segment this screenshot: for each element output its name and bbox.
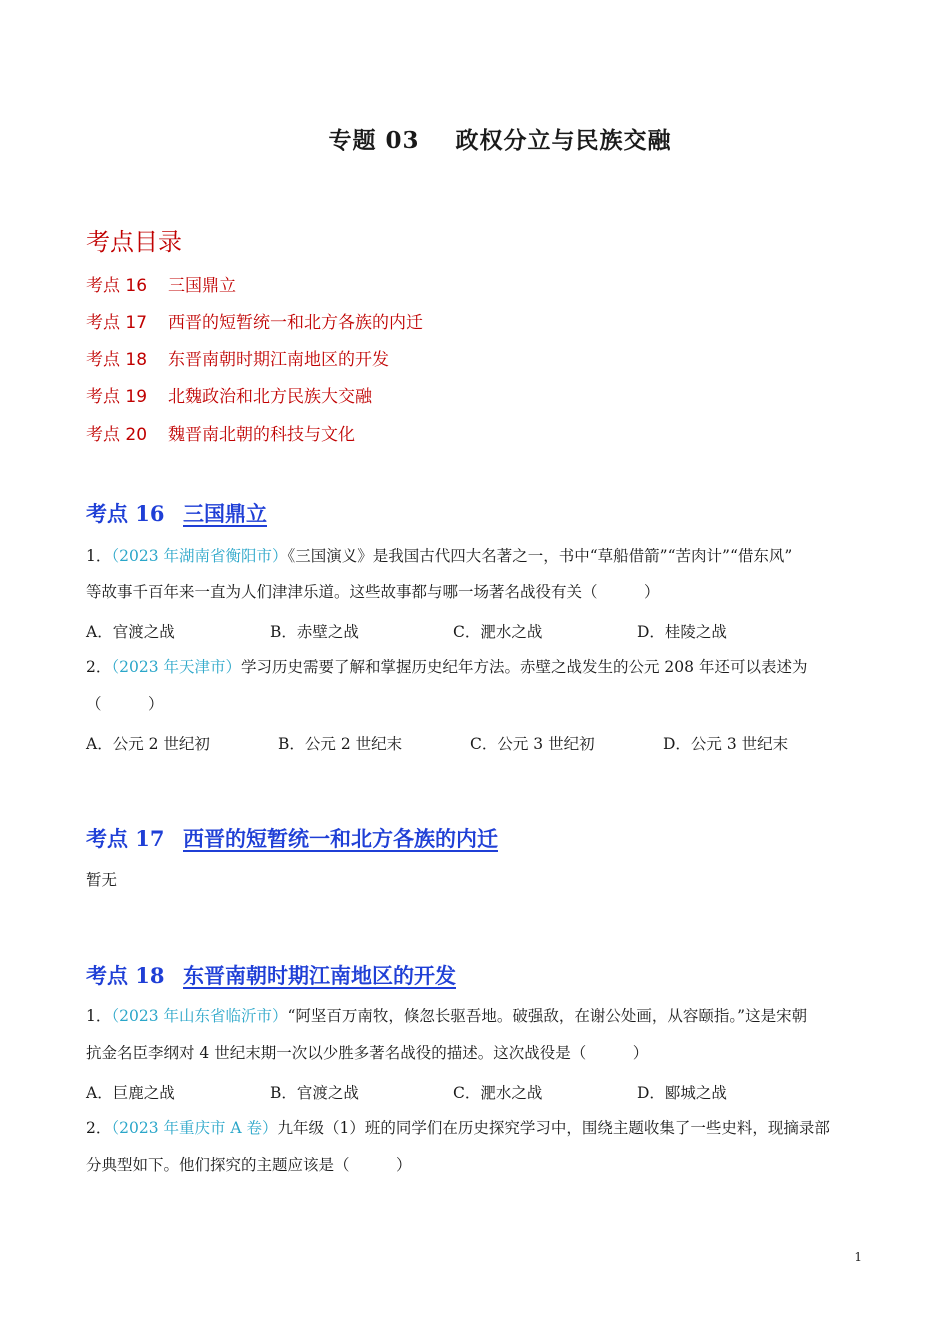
section-title: 东晋南朝时期江南地区的开发 bbox=[183, 963, 456, 988]
none-placeholder: 暂无 bbox=[86, 871, 118, 889]
toc-item[interactable] bbox=[86, 308, 423, 333]
toc-item-text: 北魏政治和北方民族大交融 bbox=[168, 387, 372, 407]
option-a: A．巨鹿之战 bbox=[86, 1084, 175, 1102]
toc-item-text: 三国鼎立 bbox=[168, 276, 236, 296]
question-source: （2023 年重庆市 A 卷） bbox=[111, 1119, 278, 1137]
toc-item-number: 考点 19 bbox=[86, 387, 148, 407]
page-title bbox=[0, 122, 950, 155]
question-number: 2． bbox=[86, 658, 112, 676]
section-title: 三国鼎立 bbox=[183, 501, 267, 526]
question-line bbox=[86, 546, 886, 566]
toc-item-number: 考点 16 bbox=[86, 276, 148, 296]
option-c: C．淝水之战 bbox=[453, 1084, 543, 1102]
question-text: 分典型如下。他们探究的主题应该是（ ） bbox=[86, 1156, 412, 1174]
option-c: C．淝水之战 bbox=[453, 623, 543, 641]
option-d: D．桂陵之战 bbox=[637, 623, 727, 641]
toc-item[interactable] bbox=[86, 271, 236, 296]
option-a: A．官渡之战 bbox=[86, 623, 175, 641]
option-b: B．官渡之战 bbox=[270, 1084, 359, 1102]
question-text: 等故事千百年来一直为人们津津乐道。这些故事都与哪一场著名战役有关（ ） bbox=[86, 583, 660, 601]
question-number: 2． bbox=[86, 1119, 112, 1137]
section-heading-18 bbox=[86, 960, 456, 990]
toc-item-text: 西晋的短暂统一和北方各族的内迁 bbox=[168, 313, 423, 333]
toc-item-text: 东晋南朝时期江南地区的开发 bbox=[168, 350, 389, 370]
option-c: C．公元 3 世纪初 bbox=[470, 735, 595, 753]
question-number: 1． bbox=[86, 547, 112, 565]
option-a: A．公元 2 世纪初 bbox=[86, 735, 210, 753]
toc-item-number: 考点 17 bbox=[86, 313, 148, 333]
question-text: 《三国演义》是我国古代四大名著之一，书中“草船借箭”“苦肉计”“借东风” bbox=[287, 547, 793, 565]
section-title: 西晋的短暂统一和北方各族的内迁 bbox=[183, 826, 498, 851]
section-number: 考点 17 bbox=[86, 826, 165, 851]
question-source: （2023 年天津市） bbox=[111, 658, 241, 676]
question-line bbox=[86, 1118, 886, 1138]
title-topic-name: 政权分立与民族交融 bbox=[455, 127, 672, 154]
toc-item[interactable] bbox=[86, 345, 389, 370]
question-source: （2023 年湖南省衡阳市） bbox=[111, 547, 288, 565]
option-d: D．郾城之战 bbox=[637, 1084, 727, 1102]
section-number: 考点 18 bbox=[86, 963, 165, 988]
question-text: 学习历史需要了解和掌握历史纪年方法。赤壁之战发生的公元 208 年还可以表述为 bbox=[241, 658, 808, 676]
question-source: （2023 年山东省临沂市） bbox=[111, 1007, 288, 1025]
section-number: 考点 16 bbox=[86, 501, 165, 526]
section-heading-17 bbox=[86, 823, 498, 853]
toc-heading: 考点目录 bbox=[86, 228, 182, 256]
option-b: B．赤壁之战 bbox=[270, 623, 359, 641]
title-topic-number: 专题 03 bbox=[328, 127, 420, 154]
question-line bbox=[86, 657, 886, 677]
question-number: 1． bbox=[86, 1007, 112, 1025]
option-d: D．公元 3 世纪末 bbox=[663, 735, 789, 753]
question-text: 九年级（1）班的同学们在历史探究学习中，围绕主题收集了一些史料，现摘录部 bbox=[277, 1119, 830, 1137]
question-text: “阿坚百万南牧，倏忽长驱吾地。破强敌，在谢公处画，从容颐指。”这是宋朝 bbox=[287, 1007, 808, 1025]
toc-item[interactable] bbox=[86, 382, 372, 407]
page-number: 1 bbox=[854, 1250, 862, 1264]
section-heading-16 bbox=[86, 498, 267, 528]
toc-item-text: 魏晋南北朝的科技与文化 bbox=[168, 425, 355, 445]
toc-item[interactable] bbox=[86, 420, 355, 445]
toc-item-number: 考点 18 bbox=[86, 350, 148, 370]
question-text: 抗金名臣李纲对 4 世纪末期一次以少胜多著名战役的描述。这次战役是（ ） bbox=[86, 1044, 649, 1062]
question-text: （ ） bbox=[86, 695, 164, 713]
option-b: B．公元 2 世纪末 bbox=[278, 735, 403, 753]
question-line bbox=[86, 1006, 886, 1026]
toc-item-number: 考点 20 bbox=[86, 425, 148, 445]
